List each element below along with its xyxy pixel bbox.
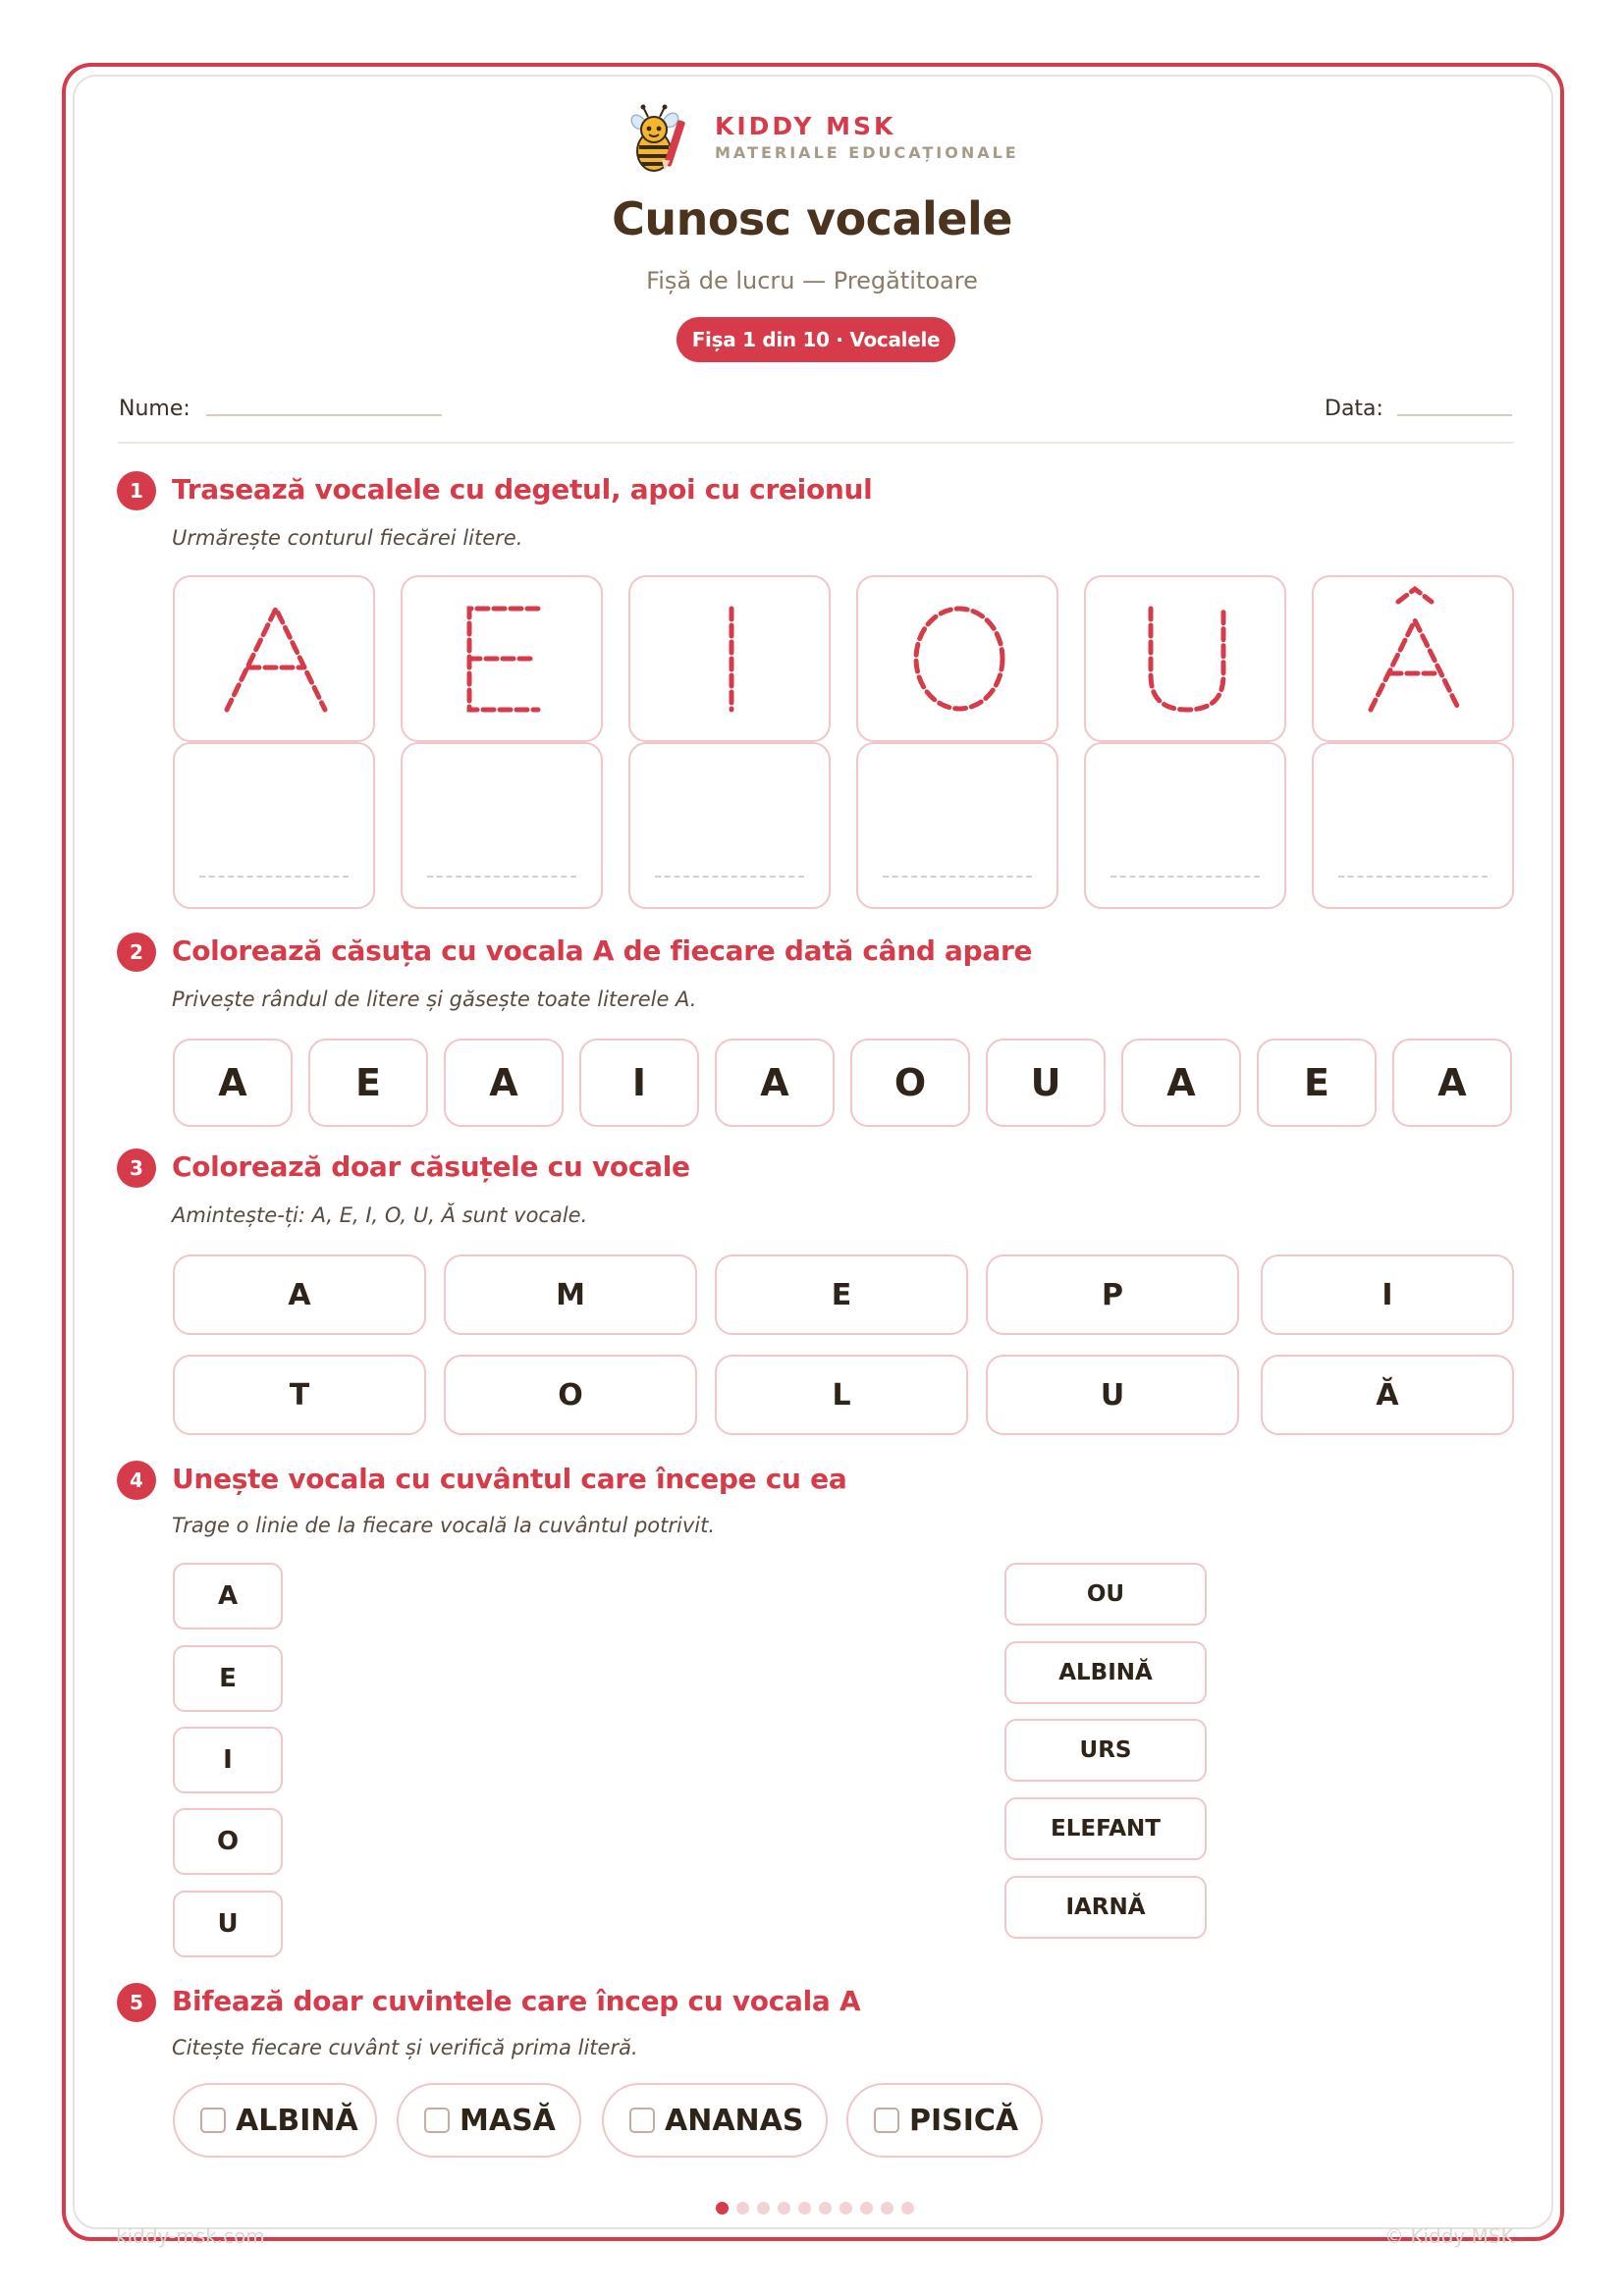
section-2-title: Colorează căsuța cu vocala A de fiecare dată când apare	[172, 934, 1033, 967]
dashed-letter-a	[175, 577, 377, 744]
letter-box[interactable]: A	[1392, 1039, 1512, 1127]
match-word[interactable]: URS	[1004, 1719, 1207, 1782]
checkbox-icon[interactable]	[629, 2108, 655, 2133]
page-dot[interactable]	[860, 2202, 873, 2215]
checkbox-option[interactable]	[846, 2083, 1043, 2158]
name-line[interactable]	[206, 414, 442, 416]
write-box-5[interactable]	[1084, 742, 1286, 909]
match-vowel[interactable]: E	[173, 1645, 283, 1712]
letter-cell[interactable]: I	[1261, 1255, 1514, 1335]
match-vowel[interactable]: O	[173, 1808, 283, 1875]
dashed-letter-o	[858, 577, 1060, 744]
page-dot[interactable]	[757, 2202, 770, 2215]
page-dot[interactable]	[798, 2202, 811, 2215]
bee-with-pencil-icon	[617, 102, 695, 181]
match-vowel[interactable]: I	[173, 1727, 283, 1793]
section-4-title: Unește vocala cu cuvântul care începe cu ea	[172, 1463, 847, 1495]
letter-box[interactable]: A	[715, 1039, 835, 1127]
section-1-instruction: Urmărește conturul fiecărei litere.	[172, 526, 523, 550]
write-box-4[interactable]	[856, 742, 1058, 909]
footer-copyright: © Kiddy MSK	[1384, 2224, 1514, 2248]
letter-box[interactable]: A	[1121, 1039, 1241, 1127]
date-line[interactable]	[1397, 414, 1512, 416]
section-3-instruction: Amintește-ți: A, E, I, O, U, Ă sunt vocale.	[172, 1203, 588, 1227]
checkbox-label: PISICĂ	[909, 2103, 1019, 2138]
match-vowel[interactable]: A	[173, 1563, 283, 1629]
page-dot[interactable]	[901, 2202, 914, 2215]
dashed-letter-a-circumflex	[1314, 577, 1516, 744]
write-guide-line	[1338, 876, 1488, 878]
trace-box-i[interactable]	[628, 575, 831, 742]
header-divider	[118, 442, 1514, 444]
page-dot[interactable]	[736, 2202, 749, 2215]
letter-box[interactable]: E	[308, 1039, 428, 1127]
checkbox-option[interactable]	[602, 2083, 828, 2158]
letter-cell[interactable]: P	[986, 1255, 1239, 1335]
write-guide-line	[427, 876, 576, 878]
section-2-number: 2	[117, 933, 156, 972]
section-1-number: 1	[117, 471, 156, 510]
write-box-6[interactable]	[1312, 742, 1514, 909]
page-title: Cunosc vocalele	[612, 192, 1012, 245]
page-dot[interactable]	[881, 2202, 893, 2215]
section-2-instruction: Privește rândul de litere și găsește toate literele A.	[172, 988, 697, 1011]
page-subtitle: Fișă de lucru — Pregătitoare	[646, 267, 978, 294]
write-guide-line	[1110, 876, 1260, 878]
match-word[interactable]: IARNĂ	[1004, 1876, 1207, 1939]
letter-box[interactable]: I	[579, 1039, 699, 1127]
trace-box-a[interactable]	[173, 575, 375, 742]
letter-cell[interactable]: T	[173, 1355, 426, 1435]
worksheet-badge: Fișa 1 din 10 · Vocalele	[677, 317, 955, 362]
checkbox-label: ALBINĂ	[236, 2103, 358, 2138]
page-indicator	[716, 2202, 914, 2215]
section-5-number: 5	[117, 1983, 156, 2022]
letter-box[interactable]: U	[986, 1039, 1106, 1127]
dashed-letter-e	[403, 577, 605, 744]
checkbox-icon[interactable]	[874, 2108, 899, 2133]
checkbox-label: ANANAS	[665, 2103, 804, 2138]
section-5-title: Bifează doar cuvintele care încep cu vocala A	[172, 1985, 861, 2017]
letter-box[interactable]: A	[444, 1039, 564, 1127]
write-box-2[interactable]	[401, 742, 603, 909]
write-guide-line	[655, 876, 804, 878]
trace-box-u[interactable]	[1084, 575, 1286, 742]
letter-cell[interactable]: L	[715, 1355, 968, 1435]
letter-box[interactable]: A	[173, 1039, 293, 1127]
trace-box-e[interactable]	[401, 575, 603, 742]
trace-box-a-circumflex[interactable]	[1312, 575, 1514, 742]
page-dot[interactable]	[839, 2202, 852, 2215]
section-4-instruction: Trage o linie de la fiecare vocală la cuvântul potrivit.	[172, 1514, 716, 1537]
write-box-1[interactable]	[173, 742, 375, 909]
match-word[interactable]: ELEFANT	[1004, 1797, 1207, 1860]
date-label: Data:	[1325, 397, 1383, 421]
letter-cell[interactable]: O	[444, 1355, 697, 1435]
page-dot[interactable]	[778, 2202, 790, 2215]
checkbox-icon[interactable]	[424, 2108, 450, 2133]
write-guide-line	[883, 876, 1032, 878]
letter-cell[interactable]: U	[986, 1355, 1239, 1435]
page-dot-current[interactable]	[716, 2202, 729, 2215]
checkbox-option[interactable]	[397, 2083, 581, 2158]
match-word[interactable]: OU	[1004, 1563, 1207, 1626]
letter-cell[interactable]: A	[173, 1255, 426, 1335]
page-dot[interactable]	[819, 2202, 832, 2215]
letter-box[interactable]: O	[850, 1039, 970, 1127]
write-box-3[interactable]	[628, 742, 831, 909]
checkbox-label: MASĂ	[460, 2103, 556, 2138]
section-3-title: Colorează doar căsuțele cu vocale	[172, 1150, 690, 1183]
section-1-title: Trasează vocalele cu degetul, apoi cu creionul	[172, 473, 873, 506]
letter-cell[interactable]: M	[444, 1255, 697, 1335]
section-5-instruction: Citește fiecare cuvânt și verifică prima literă.	[172, 2036, 638, 2059]
brand-name: KIDDY MSK	[715, 112, 896, 140]
brand-tagline: MATERIALE EDUCAȚIONALE	[715, 143, 1019, 162]
dashed-letter-i	[630, 577, 833, 744]
name-label: Nume:	[119, 397, 190, 421]
section-4-number: 4	[117, 1461, 156, 1500]
trace-box-o[interactable]	[856, 575, 1058, 742]
footer-website: kiddy-msk.com	[116, 2224, 265, 2248]
letter-cell[interactable]: E	[715, 1255, 968, 1335]
match-vowel[interactable]: U	[173, 1891, 283, 1957]
letter-box[interactable]: E	[1257, 1039, 1377, 1127]
checkbox-option[interactable]	[173, 2083, 377, 2158]
match-word[interactable]: ALBINĂ	[1004, 1641, 1207, 1704]
letter-cell[interactable]: Ă	[1261, 1355, 1514, 1435]
checkbox-icon[interactable]	[200, 2108, 226, 2133]
section-3-number: 3	[117, 1148, 156, 1188]
write-guide-line	[199, 876, 349, 878]
dashed-letter-u	[1086, 577, 1288, 744]
